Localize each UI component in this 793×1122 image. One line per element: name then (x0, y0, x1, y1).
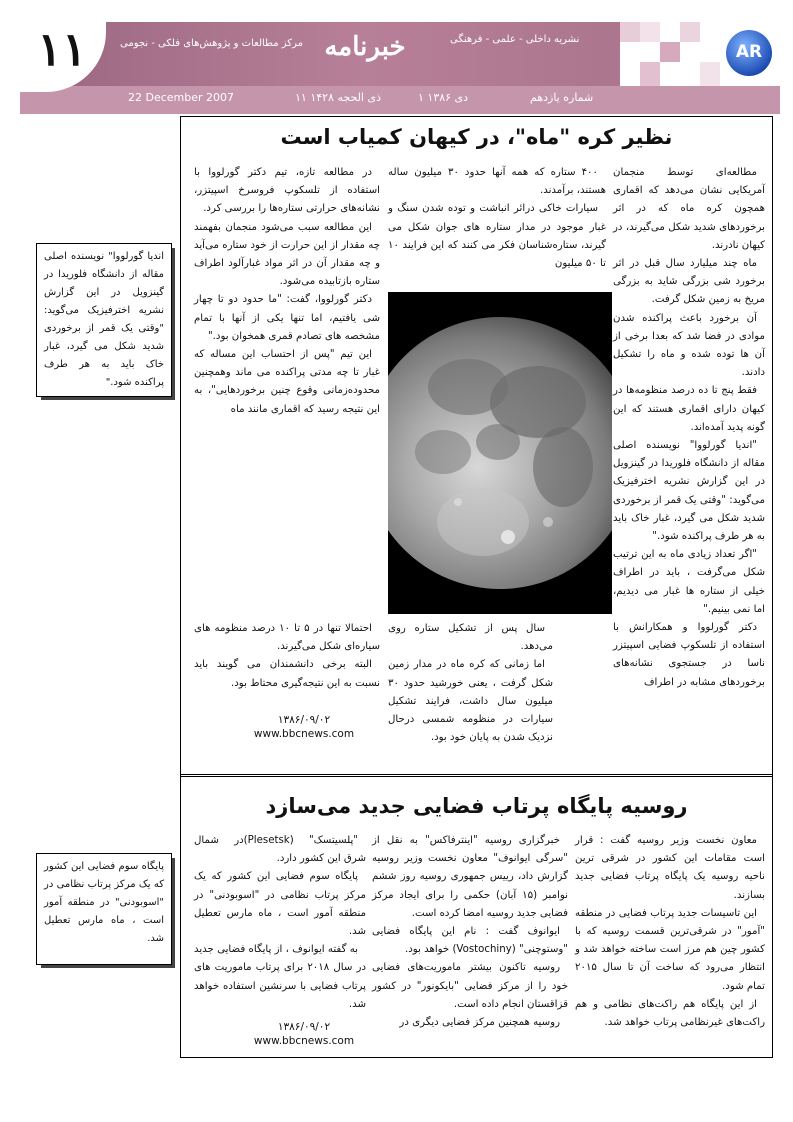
article1-signature (244, 713, 364, 741)
article2-source: www.bbcnews.com (253, 1035, 355, 1047)
moon-image-icon (388, 292, 612, 614)
paragraph: "پلسیتسک" (Plesetsk)در شمال شرق این کشور دارد. (194, 835, 366, 865)
paragraph: ۴۰۰ ستاره که همه آنها حدود ۳۰ میلیون ساله هستند، برآمدند. (388, 167, 606, 197)
date-gregorian: 22 December 2007 (128, 91, 235, 104)
issue-number: ۱۱ (37, 22, 87, 76)
paragraph: مطالعه‌ای توسط منجمان آمریکایی نشان می‌دهد که اقماری همچون کره ماه که در اثر برخوردهای شدید شکل می‌گیرند، در کیهان نادرند. (613, 167, 765, 251)
logo-area (620, 22, 780, 86)
article1-column-left (194, 164, 380, 419)
paragraph: پایگاه سوم فضایی این کشور که یک مرکز پرتاب نظامی در "اسوبودنی" در منطقه آمور است ، ماه مارس تعطیل شد. (194, 871, 366, 938)
publication-type: نشریه داخلی - علمی - فرهنگی (450, 34, 580, 45)
paragraph: در مطالعه تازه، تیم دکتر گورلووا با استفاده از تلسکوپ فروسرخ اسپیتزر، نشانه‌های حرارتی ستاره‌ها را بررسی کرد. (194, 167, 380, 215)
paragraph: دکتر گورلووا، گفت: "ما حدود دو تا چهار شی یافتیم، اما تنها یکی از آنها با تمام مشخصه های تصادم قمری همخوان بود." (194, 294, 380, 342)
masthead (20, 22, 780, 114)
paragraph: ایوانوف گفت : نام این پایگاه فضایی "وستوچنی" (Vostochiny) خواهد بود. (372, 926, 568, 956)
paragraph: معاون نخست وزیر روسیه گفت : قرار است مقامات این کشور در شرقی ترین ناحیه روسیه یک پایگاه پرتاب فضایی جدید بسازند. (575, 835, 765, 901)
article1-pull-quote: اندیا گورلووا" نویسنده اصلی مقاله از دانشگاه فلوریدا در گینزویل در این گزارش نشریه اخترفیزیک می‌گوید: "وقتی یک قمر از برخوردی شدید شکل می گیرد، غبار خاک باید به هر طرف پراکنده شود." (36, 243, 172, 397)
globe-logo-icon (726, 30, 772, 76)
article2-column-left (194, 832, 366, 1014)
article2-column-middle (372, 832, 568, 1032)
paragraph: روسیه همچنین مرکز فضایی دیگری در (399, 1017, 560, 1029)
article1-column-middle-top (388, 164, 606, 273)
paragraph: آن برخورد باعث پراکنده شدن موادی در فضا شد که بعدا برخی از آن ها توده شده و ماه را تشکیل دادند. (613, 312, 765, 379)
newsletter-name: خبرنامه (324, 32, 406, 62)
paragraph: "اندیا گورلووا" نویسنده اصلی مقاله از دانشگاه فلوریدا در گینزویل در این گزارش نشریه اخترفیزیک می‌گوید: "وقتی یک قمر از برخوردی شدید شکل می گیرد، غبار خاک باید به هر طرف پراکنده شود." (613, 440, 765, 543)
logo-text: AR (735, 42, 763, 62)
center-caption: مرکز مطالعات و پژوهش‌های فلکی - نجومی (120, 38, 303, 49)
paragraph: سال پس از تشکیل ستاره روی می‌دهد. (388, 623, 553, 653)
date-hijri: ۱۱ ذی الحجه ۱۴۲۸ (295, 91, 381, 104)
article1-date: ۱۳۸۶/۰۹/۰۲ (277, 714, 331, 726)
article2-title: روسیه پایگاه پرتاب فضایی جدید می‌سازد (265, 794, 688, 818)
paragraph: دکتر گورلووا و همکارانش با استفاده از تلسکوپ فضایی اسپیتزر ناسا در جستجوی نشانه‌های برخوردهای مشابه در اطراف (613, 622, 765, 688)
paragraph: خبرگزاری روسیه "اینترفاکس" به نقل از "سرگی ایوانوف" معاون نخست وزیر روسیه گزارش داد، رییس جمهوری روسیه روز ششم نوامبر (۱۵ آبان) حکمی را برای ایجاد مرکز فضایی جدید روسیه امضا کرده است. (372, 835, 569, 919)
article2-column-right (575, 832, 765, 1032)
paragraph: اما زمانی که کره ماه در مدار زمین شکل گرفت ، یعنی خورشید حدود ۳۰ میلیون سال داشت، فرایند تشکیل سیارات در منظومه شمسی درحال نزدیک شدن به پایان خود بود. (388, 659, 553, 744)
article1-column-right (613, 164, 765, 692)
paragraph: این مطالعه سبب می‌شود منجمان بفهمند چه مقدار از این حرارت از خود ستاره می‌آید و چه مقدار آن در اثر مواد غبارآلود اطراف ستاره بازتابیده می‌شود. (194, 221, 380, 288)
article1-source: www.bbcnews.com (253, 728, 355, 740)
article-divider (180, 774, 773, 777)
paragraph: از این پایگاه هم راکت‌های نظامی و هم راکت‌های غیرنظامی پرتاب خواهد شد. (575, 998, 765, 1029)
article1-title: نظیر کره "ماه"، در کیهان کمیاب است (280, 125, 673, 149)
moon-photo (388, 292, 612, 614)
article2-pull-quote: پایگاه سوم فضایی این کشور که یک مرکز پرتاب نظامی در "اسوبودنی" در منطقه آمور است ، ماه مارس تعطیل شد. (36, 853, 172, 965)
issue-label: شماره یازدهم (530, 91, 594, 104)
paragraph: ماه چند میلیارد سال قبل در اثر برخورد شی بزرگی شاید به بزرگی مریخ به زمین شکل گرفت. (613, 258, 765, 306)
paragraph: این تاسیسات جدید پرتاب فضایی در منطقه "آمور" در شرقی‌ترین قسمت روسیه که با کشور چین هم مرز است ساخته خواهد شد و انتظار می‌رود که ساخت آن تا سال ۲۰۱۵ تمام شود. (575, 907, 765, 992)
paragraph: البته برخی دانشمندان می گویند باید نسبت به این نتیجه‌گیری محتاط بود. (194, 659, 380, 689)
paragraph: فقط پنج تا ده درصد منظومه‌ها در کیهان دارای اقماری هستند که این گونه پدید آمده‌اند. (613, 385, 765, 433)
paragraph: به گفته ایوانوف ، از پایگاه فضایی جدید در سال ۲۰۱۸ برای پرتاب ماموریت های پرتاب فضایی با سرنشین استفاده خواهد شد. (194, 944, 366, 1010)
paragraph: این تیم "پس از احتساب این مساله که غبار تا چه مدتی پراکنده می ماند وهمچنین محدوده‌زمانی وقوع چنین برخوردهایی"، به این نتیجه رسید که اقماری مانند ماه (194, 349, 380, 415)
paragraph: سیارات خاکی درائر انباشت و توده شدن سنگ و غبار موجود در مدار ستاره های جوان شکل می گیرند، ستاره‌شناسان فکر می کنند که این فرایند ۱۰ تا ۵۰ میلیون (388, 203, 606, 270)
paragraph: احتمالا تنها در ۵ تا ۱۰ درصد منظومه های سیاره‌ای شکل می‌گیرند. (194, 623, 380, 653)
paragraph: "اگر تعداد زیادی ماه به این ترتیب شکل می‌گرفت ، باید در اطراف خیلی از ستاره ها غبار می دیدیم، اما نمی بینیم." (613, 549, 765, 615)
paragraph: روسیه تاکنون بیشتر ماموریت‌های فضایی خود را از مرکز فضایی "بایکونور" در کشور قزاقستان انجام داده است. (372, 962, 568, 1010)
article1-column-left-bottom (194, 620, 380, 693)
article1-column-middle-bottom (388, 620, 553, 747)
date-persian: ۱ دی ۱۳۸۶ (418, 91, 469, 104)
article2-date: ۱۳۸۶/۰۹/۰۲ (277, 1021, 331, 1033)
article2-signature (244, 1020, 364, 1048)
